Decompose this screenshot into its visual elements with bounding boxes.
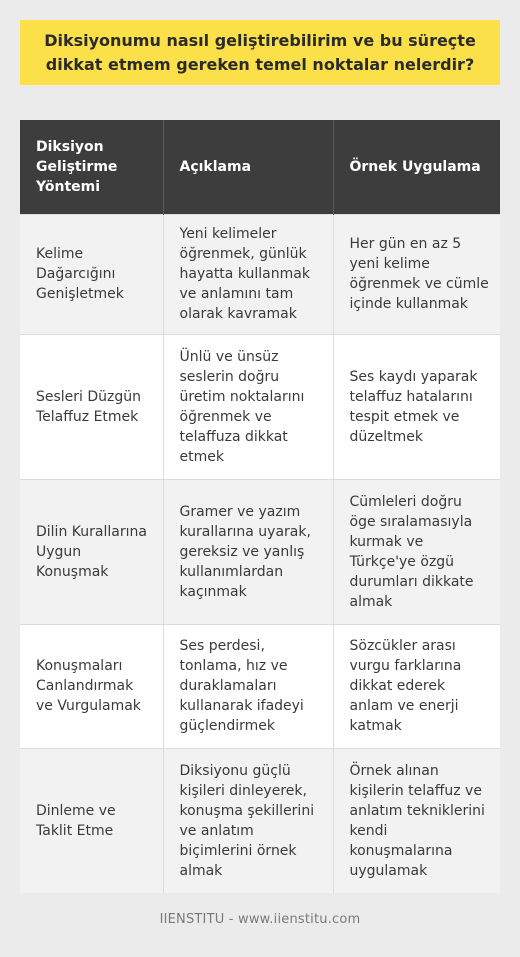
table-cell-description: Ses perdesi, tonlama, hız ve duraklamaları kullanarak ifadeyi güçlendirmek (163, 624, 333, 748)
table-cell-description: Yeni kelimeler öğrenmek, günlük hayatta kullanmak ve anlamını tam olarak kavramak (163, 214, 333, 334)
page-title: Diksiyonumu nasıl geliştirebilirim ve bu süreçte dikkat etmem gereken temel noktalar nelerdir? (44, 30, 476, 74)
footer-credit: IIENSTITU - www.iienstitu.com (159, 912, 361, 927)
table-cell-description: Ünlü ve ünsüz seslerin doğru üretim noktalarını öğrenmek ve telaffuza dikkat etmek (163, 334, 333, 479)
table-cell-example: Her gün en az 5 yeni kelime öğrenmek ve cümle içinde kullanmak (333, 214, 500, 334)
table-row (20, 624, 500, 748)
table-cell-example: Sözcükler arası vurgu farklarına dikkat ederek anlam ve enerji katmak (333, 624, 500, 748)
table-cell-method: Konuşmaları Canlandırmak ve Vurgulamak (20, 624, 163, 748)
table-header-row (20, 120, 500, 214)
title-banner (20, 20, 500, 85)
table-cell-method: Kelime Dağarcığını Genişletmek (20, 214, 163, 334)
table-row (20, 479, 500, 624)
table-row (20, 334, 500, 479)
table-cell-description: Gramer ve yazım kurallarına uyarak, gereksiz ve yanlış kullanımlardan kaçınmak (163, 479, 333, 624)
diction-methods-table (20, 120, 500, 893)
column-header-description: Açıklama (163, 120, 333, 214)
column-header-example: Örnek Uygulama (333, 120, 500, 214)
table-cell-example: Örnek alınan kişilerin telaffuz ve anlatım tekniklerini kendi konuşmalarına uygulamak (333, 748, 500, 893)
table-cell-description: Diksiyonu güçlü kişileri dinleyerek, konuşma şekillerini ve anlatım biçimlerini örnek almak (163, 748, 333, 893)
table-row (20, 214, 500, 334)
column-header-method: Diksiyon Geliştirme Yöntemi (20, 120, 163, 214)
table-cell-example: Cümleleri doğru öge sıralamasıyla kurmak ve Türkçe'ye özgü durumları dikkate almak (333, 479, 500, 624)
table-cell-example: Ses kaydı yaparak telaffuz hatalarını tespit etmek ve düzeltmek (333, 334, 500, 479)
table-row (20, 748, 500, 893)
table-cell-method: Dinleme ve Taklit Etme (20, 748, 163, 893)
table-cell-method: Sesleri Düzgün Telaffuz Etmek (20, 334, 163, 479)
table-cell-method: Dilin Kurallarına Uygun Konuşmak (20, 479, 163, 624)
